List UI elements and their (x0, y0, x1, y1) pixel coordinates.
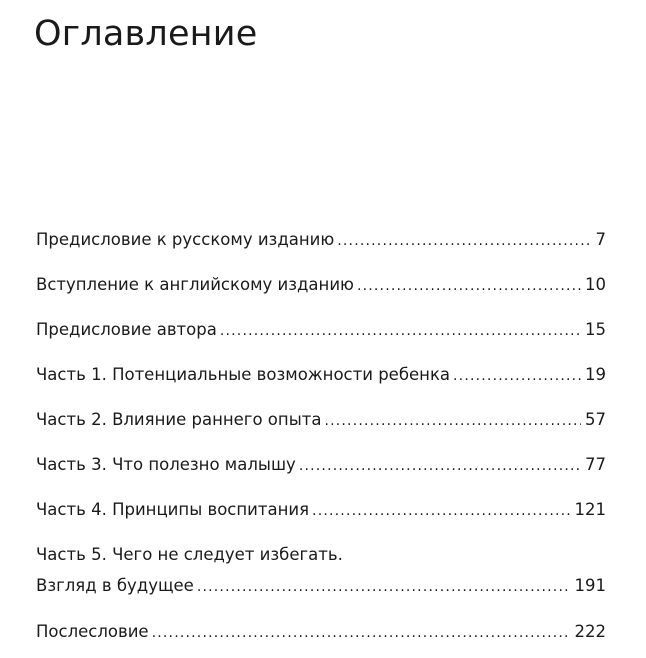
toc-entry-title-line1[interactable]: Часть 5. Чего не следует избегать. (36, 545, 343, 564)
toc-entry-page: 19 (585, 365, 606, 384)
toc-entry-title: Часть 4. Принципы воспитания (36, 500, 310, 519)
toc-entry-page: 10 (585, 275, 606, 294)
toc-entry-page: 191 (574, 576, 606, 595)
toc-dot-leader (312, 501, 570, 521)
toc-dot-leader (197, 577, 571, 597)
toc-entry-title: Послесловие (36, 622, 149, 641)
toc-dot-leader (299, 456, 581, 476)
toc-entry[interactable] (36, 455, 606, 476)
toc-entry-title: Часть 2. Влияние раннего опыта (36, 410, 322, 429)
toc-entry[interactable] (36, 365, 606, 386)
toc-dot-leader (324, 411, 581, 431)
toc-entry-page: 7 (595, 230, 606, 249)
toc-entry[interactable] (36, 500, 606, 521)
toc-entry-title: Часть 1. Потенциальные возможности ребенка (36, 365, 451, 384)
toc-entry-page: 222 (574, 622, 606, 641)
toc-entry-page: 121 (574, 500, 606, 519)
toc-entry-page: 77 (585, 455, 606, 474)
toc-dot-leader (453, 366, 581, 386)
toc-dot-leader (152, 623, 571, 643)
toc-entry[interactable] (36, 576, 606, 597)
toc-dot-leader (220, 321, 581, 341)
toc-entry[interactable] (36, 622, 606, 643)
toc-entry-title: Часть 3. Что полезно малышу (36, 455, 296, 474)
toc-entry-title: Вступление к английскому изданию (36, 275, 354, 294)
toc-entry-title: Взгляд в будущее (36, 576, 194, 595)
toc-entry-page: 15 (585, 320, 606, 339)
toc-dot-leader (337, 231, 591, 251)
toc-entry-page: 57 (585, 410, 606, 429)
toc-entry[interactable] (36, 320, 606, 341)
toc-dot-leader (357, 276, 581, 296)
page-title: Оглавление (34, 14, 258, 54)
toc-entry[interactable] (36, 230, 606, 251)
toc-entry-title: Предисловие к русскому изданию (36, 230, 335, 249)
toc-entry[interactable] (36, 275, 606, 296)
toc-entry-title: Предисловие автора (36, 320, 217, 339)
toc-entry[interactable] (36, 410, 606, 431)
